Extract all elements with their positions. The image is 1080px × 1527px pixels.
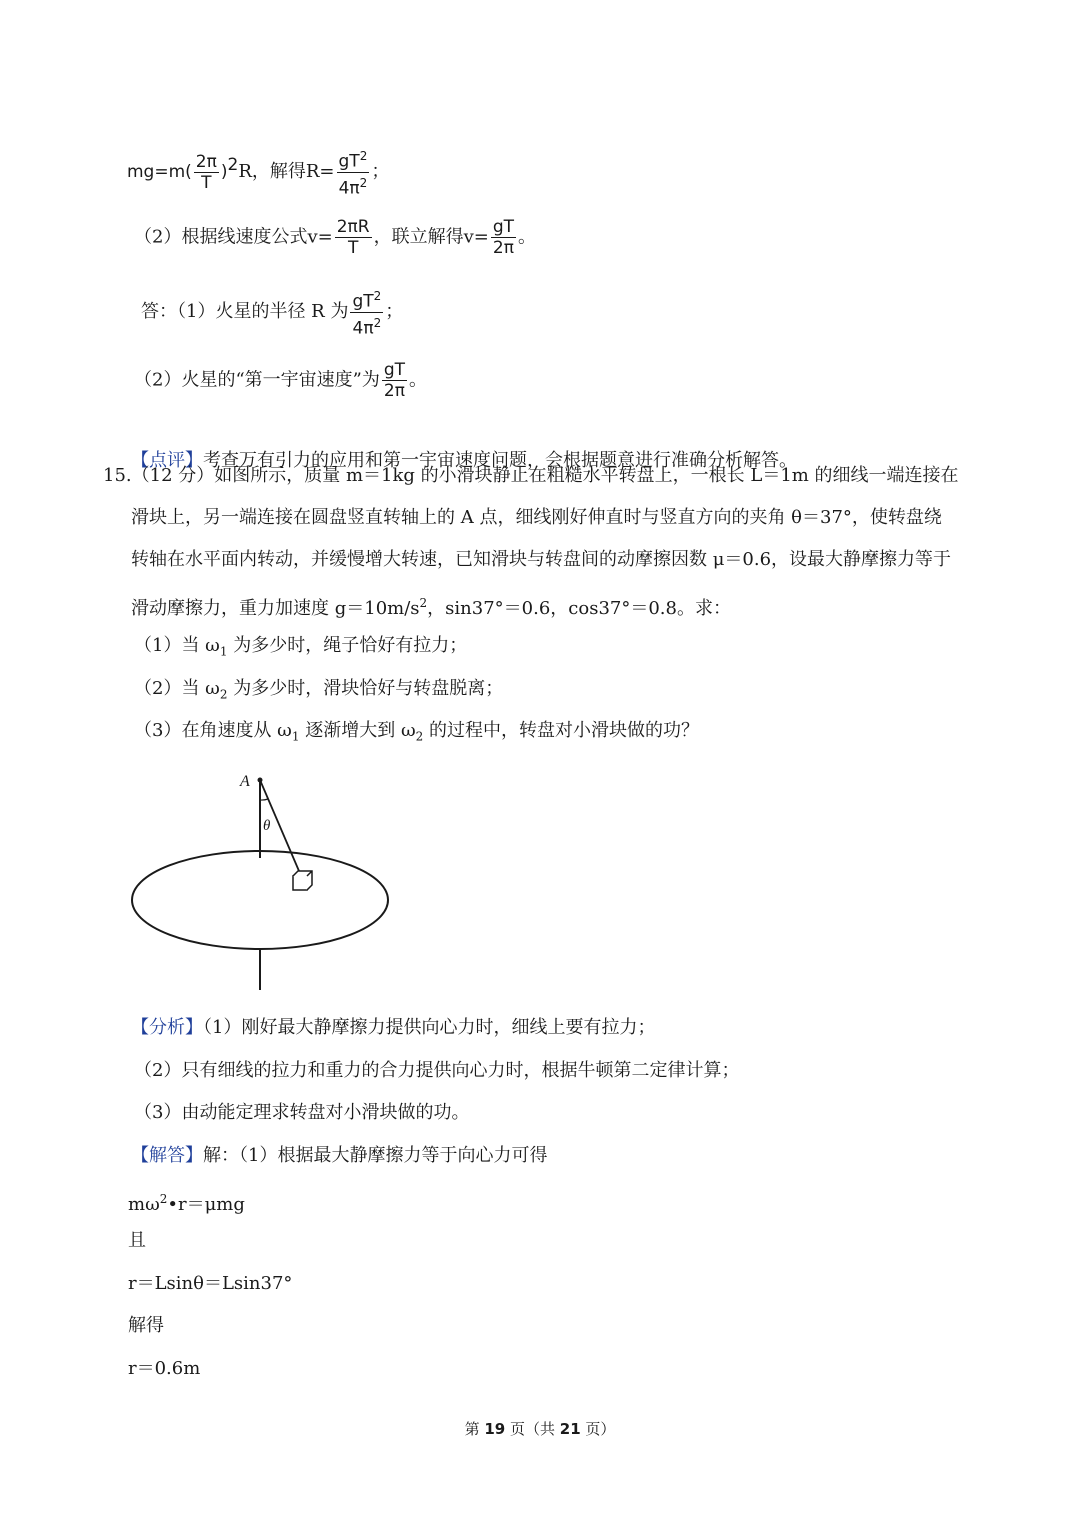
angle-arc <box>260 799 268 800</box>
fraction: $\frac{gT^2}{4\pi^2}$ <box>350 286 383 338</box>
sub-question-2: （2）当 $\omega_2$ 为多少时，滑块恰好与转盘脱离； <box>134 678 504 702</box>
analysis-tag: 【分析】 <box>131 1017 203 1038</box>
question-15-line-4: 滑动摩擦力，重力加速度 $g=10m/s^2$，sin37°＝0.6，cos37°＝0.8。求： <box>131 596 731 619</box>
label-a: A <box>240 773 250 790</box>
fraction: $\frac{gT^2}{4\pi^2}$ <box>337 146 370 198</box>
analysis-1: 【分析】（1）刚好最大静摩擦力提供向心力时，细线上要有拉力； <box>131 1017 656 1038</box>
turntable-disc <box>132 851 388 949</box>
solution-line-4: 解得 <box>128 1315 164 1336</box>
fraction: $\frac{2\pi}{T}$ <box>195 151 217 193</box>
question-15-line-3: 转轴在水平面内转动，并缓慢增大转速，已知滑块与转盘间的动摩擦因数 μ＝0.6，设最大静摩擦力等于 <box>131 549 952 570</box>
solution-eq-1: $m\omega^2•r=\mu mg$ <box>128 1192 245 1215</box>
solution-eq-5: r＝0.6m <box>128 1358 201 1379</box>
solution-line-2: 且 <box>128 1230 146 1251</box>
paragraph-velocity: （2）根据线速度公式v= $\frac{2\pi R}{T}$ ，联立解得v= $\frac{gT}{2\pi}$ 。 <box>134 217 537 258</box>
solution-tag: 【解答】 <box>131 1145 203 1166</box>
solution-line-0: 【解答】解：（1）根据最大静摩擦力等于向心力可得 <box>131 1145 548 1166</box>
analysis-2: （2）只有细线的拉力和重力的合力提供向心力时，根据牛顿第二定律计算； <box>134 1060 740 1081</box>
answer-2: （2）火星的“第一宇宙速度”为 $\frac{gT}{2\pi}$ 。 <box>134 360 428 401</box>
turntable-figure <box>128 766 398 994</box>
page-total: 21 <box>559 1420 581 1438</box>
eq-text: mg=m( <box>127 162 192 183</box>
solution-eq-3: r＝Lsinθ＝Lsin37° <box>128 1273 293 1294</box>
sub-question-3: （3）在角速度从 $\omega_1$ 逐渐增大到 $\omega_2$ 的过程中，转盘对小滑块做的功？ <box>134 720 699 744</box>
page-footer: 第 19 页（共 21 页） <box>464 1420 616 1438</box>
question-15-line-2: 滑块上，另一端连接在圆盘竖直转轴上的 A 点，细线刚好伸直时与竖直方向的夹角 θ＝37°，使转盘绕 <box>131 507 942 528</box>
page-number: 19 <box>484 1420 506 1438</box>
fraction: $\frac{gT}{2\pi}$ <box>383 360 406 401</box>
slider-block <box>293 871 312 890</box>
review-tag: 【点评】 <box>131 450 203 471</box>
answer-1: 答：（1）火星的半径 R 为 $\frac{gT^2}{4\pi^2}$ ； <box>141 286 403 338</box>
fraction: $\frac{2\pi R}{T}$ <box>336 217 370 258</box>
sub-question-1: （1）当 $\omega_1$ 为多少时，绳子恰好有拉力； <box>134 635 468 659</box>
review-text: 考查万有引力的应用和第一宇宙速度问题，会根据题意进行准确分析解答。 <box>203 450 797 471</box>
fraction: $\frac{gT}{2\pi}$ <box>492 217 515 258</box>
analysis-3: （3）由动能定理求转盘对小滑块做的功。 <box>134 1102 470 1123</box>
question-15-line-1: 15.（12 分）如图所示，质量 m＝1kg 的小滑块静止在粗糙水平转盘上，一根长 L＝1m 的细线一端连接在 <box>103 465 959 486</box>
label-theta: θ <box>263 818 271 834</box>
point-a <box>258 778 263 783</box>
eq-mars-radius: mg=m( $\frac{2\pi}{T}$ )$^2$R，解得R= $\frac{gT^2}{4\pi^2}$ ； <box>127 146 389 198</box>
